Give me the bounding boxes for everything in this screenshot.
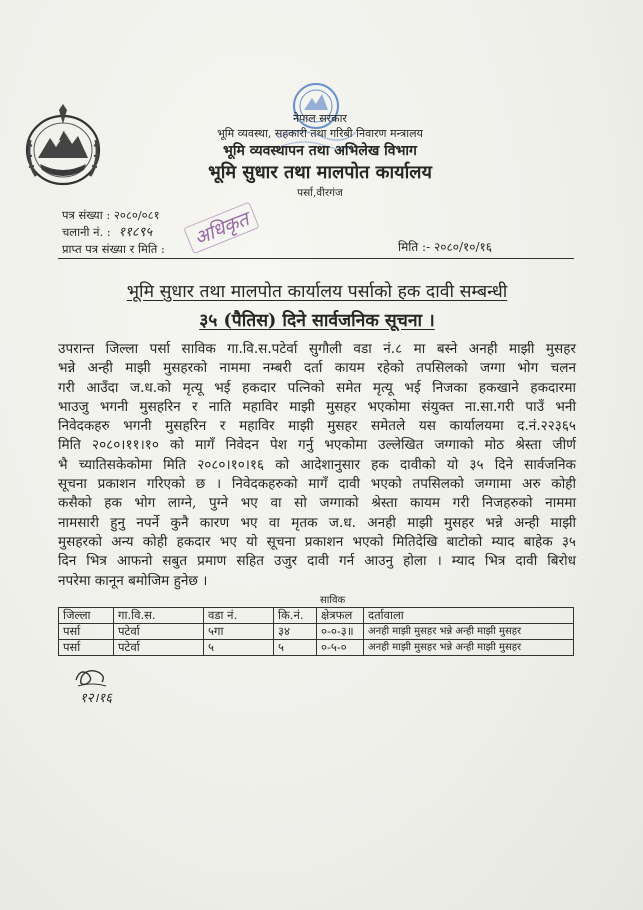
cell-vdc: पटेर्वा xyxy=(114,623,204,639)
cell-plot-no: ५ xyxy=(274,639,317,655)
handwritten-initials xyxy=(72,666,142,706)
signature-date: १२।१६ xyxy=(80,690,112,706)
office-location: पर्सा,वीरगंज xyxy=(297,186,343,199)
body-line: नपरेमा कानून बमोजिम हुनेछ । xyxy=(58,572,208,589)
body-line: मिति २०८०।११।१० को मागँ निवेदन पेश गर्नु भएकोमा उल्लेखित जग्गाको मोठ श्रेस्ता जीर्ण xyxy=(58,437,576,454)
body-line: भाउजु भगनी मुसहरिन र नाति महाविर माझी मुसहर भएकोमा संयुक्त ना.सा.गरी पाउँ भनी xyxy=(58,398,576,415)
office-name: भूमि सुधार तथा मालपोत कार्यालय xyxy=(208,162,432,183)
date-line xyxy=(398,238,492,255)
cell-ward: ५गा xyxy=(204,623,274,639)
signature-scribble-icon xyxy=(72,666,112,690)
dispatch-number-value: ११८९५ xyxy=(118,225,153,240)
body-line: नामसारी हुनु नपर्ने कुनै कारण भए वा मृतक ज.ध. अनही माझी मुसहर भन्ने अन्ही माझी xyxy=(58,514,576,531)
body-line: सूचना प्रकाशन गरिएको छ । निवेदकहरुको मागँ दावी भएको तपसिलको जग्गामा अरु कोही xyxy=(58,476,576,493)
letter-number-line xyxy=(62,207,165,224)
notice-title-line2 xyxy=(58,306,576,336)
nepal-emblem-icon xyxy=(22,100,104,192)
body-line: भन्ने अन्ही माझी मुसहरको नाममा नम्बरी दर्ता कायम रहेको तपसिलको जग्गा भोग चलन xyxy=(58,360,576,377)
cell-vdc: पटेर्वा xyxy=(114,639,204,655)
table-header-row xyxy=(59,607,574,623)
header-vdc: गा.वि.स. xyxy=(114,607,204,623)
land-details-table xyxy=(58,607,574,656)
header-district: जिल्ला xyxy=(59,607,114,623)
notice-content xyxy=(58,278,576,706)
body-line: उपरान्त जिल्ला पर्सा साविक गा.वि.स.पटेर्वा सुगौली वडा नं.८ मा बस्ने अनही माझी मुसहर xyxy=(58,341,576,357)
letter-number-label: पत्र संख्या : xyxy=(62,208,111,222)
notice-title-line2-text: ३५ (पैतिस) दिने सार्वजनिक सूचना । xyxy=(199,311,435,331)
date-value: २०८०/१०/१६ xyxy=(433,240,492,254)
cell-area: ०-५-० xyxy=(317,639,364,655)
table-row xyxy=(59,623,574,639)
notice-title-line1 xyxy=(58,278,576,306)
cell-district: पर्सा xyxy=(59,623,114,639)
cell-area: ०-०-३॥ xyxy=(317,623,364,639)
header-divider xyxy=(58,258,574,259)
letterhead xyxy=(150,112,490,200)
officer-stamp: अधिकृत xyxy=(183,202,259,254)
notice-body xyxy=(58,340,576,591)
department-name: भूमि व्यवस्थापन तथा अभिलेख विभाग xyxy=(223,142,417,159)
reference-block xyxy=(62,207,165,258)
cell-ward: ५ xyxy=(204,639,274,655)
body-line: निवेदकहरु भगनी मुसहरिन र महाविर माझी मुसहर समेतले यस कार्यालयमा द.नं.२२३६५ xyxy=(58,418,576,435)
header-area: क्षेत्रफल xyxy=(317,607,364,623)
government-name: नेपाल सरकार xyxy=(293,112,347,125)
header-plot-no: कि.नं. xyxy=(274,607,317,623)
body-line: मुसहरको अन्य कोही हकदार भए यो सूचना प्रकाशन भएको मितिदेखि बाटोको म्याद बाहेक ३५ xyxy=(58,533,576,550)
header-registered-owner: दर्तावाला xyxy=(364,607,574,623)
cell-registered-owner: अनही माझी मुसहर भन्ने अन्ही माझी मुसहर xyxy=(364,639,574,655)
body-line: भै च्यातिसकेकोमा मिति २०८०।१०।१६ को आदेशानुसार हक दावीको यो ३५ दिने सार्वजनिक xyxy=(58,456,576,473)
date-label: मिति :- xyxy=(398,240,431,254)
ministry-name: भूमि व्यवस्था, सहकारी तथा गरिबी निवारण मन्त्रालय xyxy=(217,126,423,140)
body-line: गरी आउँदा ज.ध.को मृत्यू भई हकदार पत्निको समेत मृत्यू भई निजका हकखाने हकदारमा xyxy=(58,379,576,396)
letter-number-value: २०८०/०८१ xyxy=(113,208,160,222)
table-row xyxy=(59,639,574,655)
cell-registered-owner: अनही माझी मुसहर भन्ने अन्ही माझी मुसहर xyxy=(364,623,574,639)
body-line: दिन भित्र आफनो सबुत प्रमाण सहित उजुर दावी गर्न आउनु होला । म्याद भित्र दावी बिरोध xyxy=(58,553,576,570)
header-ward: वडा नं. xyxy=(204,607,274,623)
cell-plot-no: ३४ xyxy=(274,623,317,639)
dispatch-number-line xyxy=(62,224,165,241)
notice-title-line1-text: भूमि सुधार तथा मालपोत कार्यालय पर्साको हक दावी सम्बन्धी xyxy=(126,282,508,302)
dispatch-number-label: चलानी नं. : xyxy=(62,225,111,239)
cell-district: पर्सा xyxy=(59,639,114,655)
received-letter-line: प्राप्त पत्र संख्या र मिति : xyxy=(62,242,165,256)
body-line: कसैको हक भोग लाग्ने, पुग्ने भए वा सो जग्गाको श्रेस्ता कायम गरी निजहरुको नाममा xyxy=(58,495,576,512)
table-caption: साविक xyxy=(320,594,346,606)
